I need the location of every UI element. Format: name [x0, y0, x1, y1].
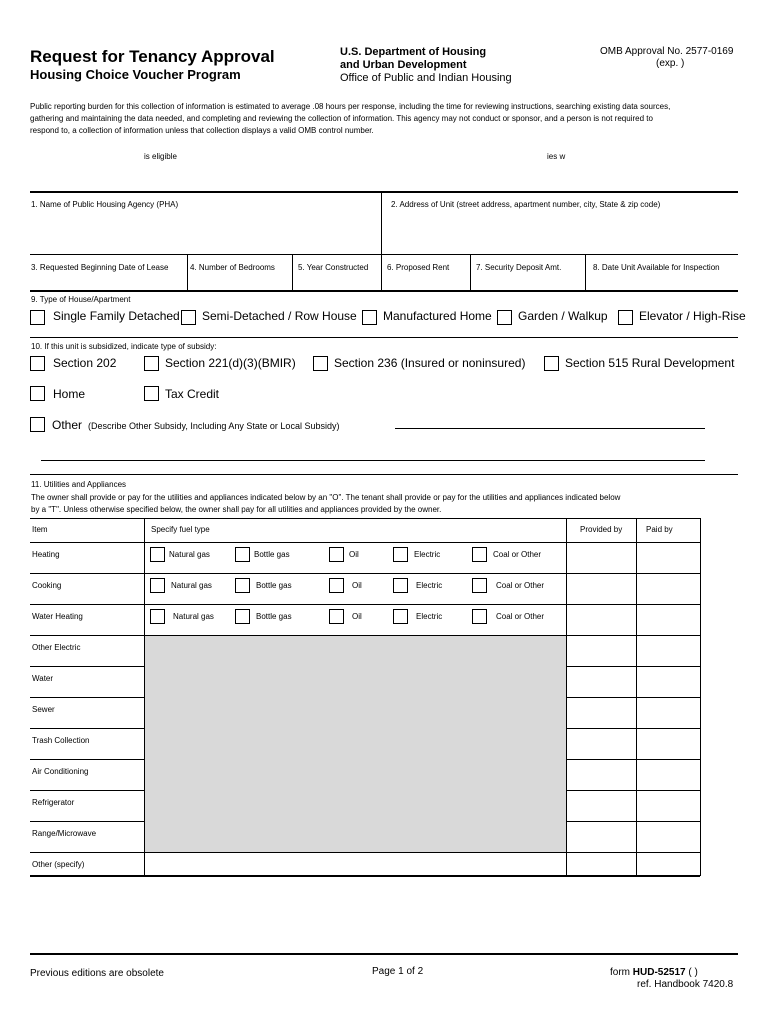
burden-line2: gathering and maintaining the data needed, and completing and reviewing the collection of information. This agency may not conduct or sponsor, and a person is not required to: [30, 114, 653, 123]
fuel-label: Oil: [352, 581, 362, 590]
item-cooking: Cooking: [32, 581, 62, 590]
text-fragment: ies w: [547, 152, 566, 161]
heating-oil-checkbox[interactable]: [329, 547, 344, 562]
water-heating-electric-checkbox[interactable]: [393, 609, 408, 624]
fuel-label: Natural gas: [169, 550, 210, 559]
row-line: [30, 821, 145, 822]
cooking-electric-checkbox[interactable]: [393, 578, 408, 593]
section-221-checkbox[interactable]: [144, 356, 159, 371]
column-line: [700, 518, 701, 876]
water-heating-coal-other-checkbox[interactable]: [472, 609, 487, 624]
burden-line3: respond to, a collection of information unless that collection displays a valid OMB control number.: [30, 126, 374, 135]
option-label: Garden / Walkup: [518, 309, 608, 323]
heating-bottle-gas-checkbox[interactable]: [235, 547, 250, 562]
row-line: [30, 573, 700, 574]
table-bottom: [30, 875, 700, 877]
column-line: [144, 518, 145, 876]
year-constructed-label: 5. Year Constructed: [298, 263, 369, 272]
house-type-label: 9. Type of House/Apartment: [31, 295, 131, 304]
fuel-label: Oil: [352, 612, 362, 621]
option-label: Section 221(d)(3)(BMIR): [165, 356, 296, 370]
item-other-electric: Other Electric: [32, 643, 81, 652]
other-specify-field[interactable]: [146, 854, 564, 874]
heating-electric-checkbox[interactable]: [393, 547, 408, 562]
column-line: [566, 518, 567, 876]
cooking-natural-gas-checkbox[interactable]: [150, 578, 165, 593]
col-header-provided: Provided by: [580, 525, 623, 534]
page-number: Page 1 of 2: [372, 966, 424, 977]
divider: [470, 254, 471, 290]
other-subsidy-line[interactable]: [395, 428, 705, 429]
divider: [30, 337, 738, 338]
section-rule: [30, 474, 738, 475]
divider: [381, 192, 382, 290]
proposed-rent-label: 6. Proposed Rent: [387, 263, 450, 272]
single-family-checkbox[interactable]: [30, 310, 45, 325]
row-line: [30, 542, 700, 543]
row-line: [30, 852, 700, 853]
cooking-coal-other-checkbox[interactable]: [472, 578, 487, 593]
subsidy-label: 10. If this unit is subsidized, indicate type of subsidy:: [31, 342, 217, 351]
garden-walkup-checkbox[interactable]: [497, 310, 512, 325]
handbook-ref: ref. Handbook 7420.8: [637, 979, 734, 990]
form-date: ( ): [685, 967, 698, 978]
water-heating-natural-gas-checkbox[interactable]: [150, 609, 165, 624]
fuel-label: Natural gas: [173, 612, 214, 621]
fuel-label: Coal or Other: [493, 550, 542, 559]
table-top: [30, 518, 700, 519]
item-trash: Trash Collection: [32, 736, 90, 745]
security-deposit-label: 7. Security Deposit Amt.: [476, 263, 562, 272]
fuel-label: Bottle gas: [256, 612, 292, 621]
water-heating-oil-checkbox[interactable]: [329, 609, 344, 624]
item-other-specify: Other (specify): [32, 860, 85, 869]
fuel-label: Bottle gas: [254, 550, 290, 559]
other-subsidy-checkbox[interactable]: [30, 417, 45, 432]
row-line: [566, 728, 700, 729]
item-heating: Heating: [32, 550, 60, 559]
divider: [292, 254, 293, 290]
option-label: Home: [53, 387, 86, 401]
inspection-date-label: 8. Date Unit Available for Inspection: [593, 263, 720, 272]
col-header-fuel: Specify fuel type: [151, 525, 210, 534]
section-236-checkbox[interactable]: [313, 356, 328, 371]
cooking-oil-checkbox[interactable]: [329, 578, 344, 593]
water-heating-bottle-gas-checkbox[interactable]: [235, 609, 250, 624]
cooking-bottle-gas-checkbox[interactable]: [235, 578, 250, 593]
shaded-area: [145, 635, 566, 853]
col-header-paid: Paid by: [646, 525, 673, 534]
col-header-item: Item: [32, 525, 48, 534]
divider: [30, 254, 738, 255]
option-label: Manufactured Home: [383, 309, 492, 323]
fuel-label: Electric: [416, 612, 443, 621]
row-line: [566, 759, 700, 760]
form-prefix: form: [610, 967, 633, 978]
heating-natural-gas-checkbox[interactable]: [150, 547, 165, 562]
pha-name-field[interactable]: [31, 212, 379, 252]
row-line: [566, 666, 700, 667]
omb-expiration: (exp. ): [656, 58, 685, 69]
fuel-label: Coal or Other: [496, 612, 545, 621]
manufactured-home-checkbox[interactable]: [362, 310, 377, 325]
row-line: [566, 821, 700, 822]
option-label: Semi-Detached / Row House: [202, 309, 357, 323]
section-rule: [30, 191, 738, 193]
department-name: U.S. Department of Housing: [340, 46, 487, 58]
other-subsidy-line-2[interactable]: [41, 460, 705, 461]
section-rule: [30, 290, 738, 292]
divider: [585, 254, 586, 290]
pha-name-label: 1. Name of Public Housing Agency (PHA): [31, 200, 179, 209]
item-sewer: Sewer: [32, 705, 55, 714]
utilities-desc-line1: The owner shall provide or pay for the utilities and appliances indicated below by an "O". The tenant shall provide or pay for the utilities and appliances indicated below: [31, 493, 621, 502]
office-name: Office of Public and Indian Housing: [340, 72, 512, 84]
column-line: [636, 518, 637, 876]
row-line: [30, 697, 145, 698]
page-subtitle: Housing Choice Voucher Program: [30, 67, 241, 82]
elevator-highrise-checkbox[interactable]: [618, 310, 633, 325]
home-checkbox[interactable]: [30, 386, 45, 401]
option-label: Other: [52, 418, 83, 432]
omb-approval: OMB Approval No. 2577-0169: [600, 46, 734, 57]
row-line: [566, 697, 700, 698]
option-label: Elevator / High-Rise: [639, 309, 746, 323]
option-label: Tax Credit: [165, 387, 220, 401]
utilities-label: 11. Utilities and Appliances: [31, 480, 127, 489]
row-line: [30, 604, 700, 605]
row-line: [30, 666, 145, 667]
option-label: Section 236 (Insured or noninsured): [334, 356, 526, 370]
footer-rule: [30, 953, 738, 955]
unit-address-label: 2. Address of Unit (street address, apartment number, city, State & zip code): [391, 200, 661, 209]
item-air-conditioning: Air Conditioning: [32, 767, 89, 776]
text-fragment: is eligible: [144, 152, 177, 161]
fuel-label: Electric: [416, 581, 443, 590]
section-202-checkbox[interactable]: [30, 356, 45, 371]
page-title: Request for Tenancy Approval: [30, 47, 275, 66]
burden-line1: Public reporting burden for this collection of information is estimated to average .08 hours per response, including the time for reviewing instructions, searching existing data sources,: [30, 102, 671, 111]
divider: [187, 254, 188, 290]
tax-credit-checkbox[interactable]: [144, 386, 159, 401]
utilities-desc-line2: by a "T". Unless otherwise specified below, the owner shall pay for all utilities and appliances provided by the owner.: [31, 505, 442, 514]
fuel-label: Electric: [414, 550, 441, 559]
option-label: Section 515 Rural Development: [565, 356, 735, 370]
row-line: [30, 790, 145, 791]
fuel-label: Natural gas: [171, 581, 212, 590]
item-refrigerator: Refrigerator: [32, 798, 75, 807]
fuel-label: Bottle gas: [256, 581, 292, 590]
form-id: HUD-52517: [632, 967, 686, 978]
footer-obsolete-note: Previous editions are obsolete: [30, 968, 164, 979]
item-water: Water: [32, 674, 54, 683]
department-name-line2: and Urban Development: [340, 59, 467, 71]
row-line: [30, 635, 700, 636]
section-515-checkbox[interactable]: [544, 356, 559, 371]
form-number: [610, 967, 698, 978]
option-label: Single Family Detached: [53, 309, 180, 323]
item-water-heating: Water Heating: [32, 612, 83, 621]
fuel-label: Oil: [349, 550, 359, 559]
row-line: [30, 728, 145, 729]
row-line: [566, 790, 700, 791]
semi-detached-checkbox[interactable]: [181, 310, 196, 325]
item-range: Range/Microwave: [32, 829, 97, 838]
fuel-label: Coal or Other: [496, 581, 545, 590]
option-label: Section 202: [53, 356, 117, 370]
heating-coal-other-checkbox[interactable]: [472, 547, 487, 562]
row-line: [30, 759, 145, 760]
lease-date-label: 3. Requested Beginning Date of Lease: [31, 263, 169, 272]
other-subsidy-description: (Describe Other Subsidy, Including Any State or Local Subsidy): [88, 421, 340, 431]
bedrooms-label: 4. Number of Bedrooms: [190, 263, 275, 272]
unit-address-field[interactable]: [384, 212, 736, 252]
